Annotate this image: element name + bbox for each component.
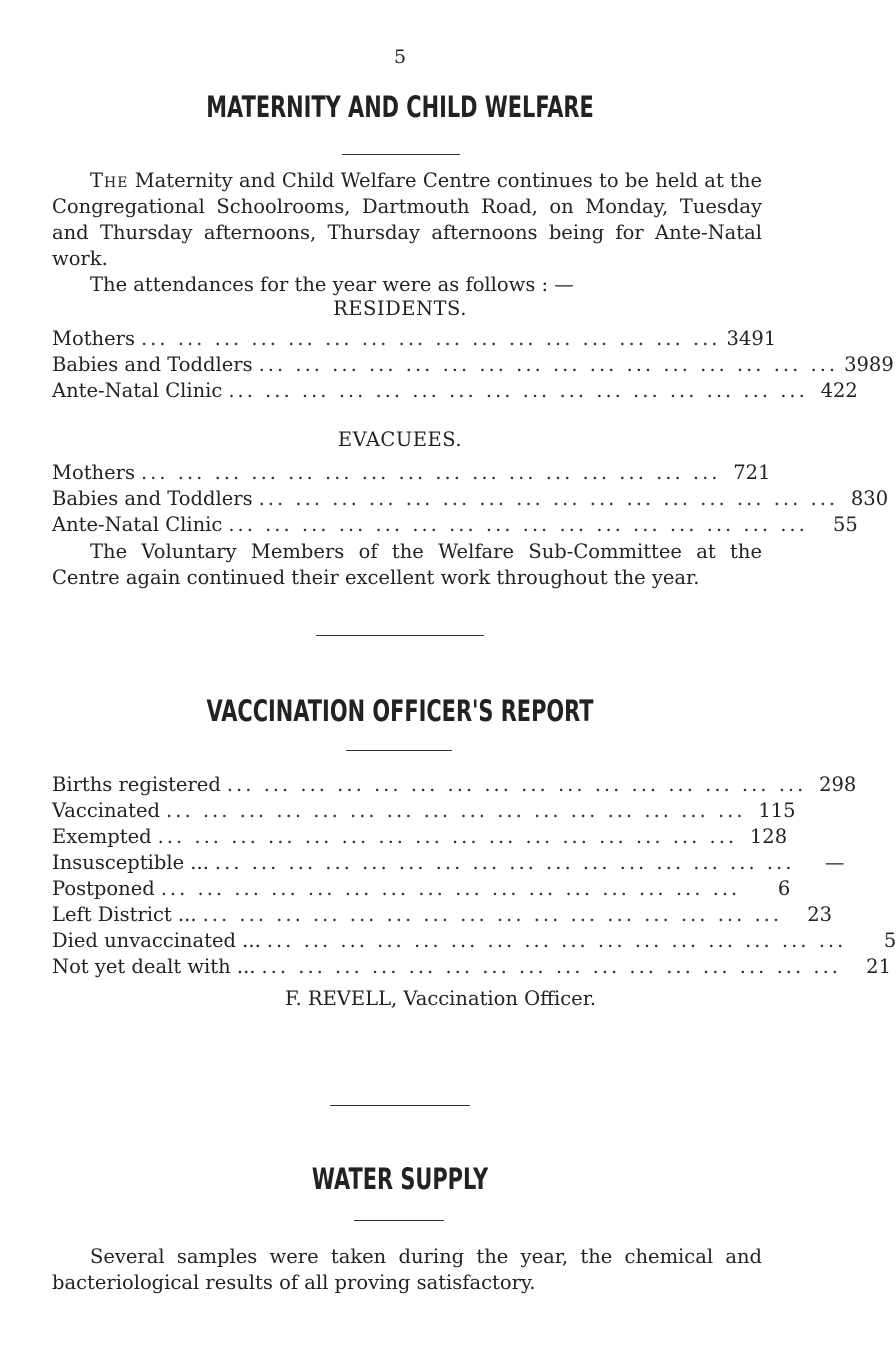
leader-dots: ... ... ... ... ... ... ... ... ... ... ... ... ... ... ... ... [166,799,746,822]
evacuees-row-antenatal [52,513,858,539]
row-label: Exempted [52,825,152,848]
divider [354,1220,444,1221]
row-value: 830 [850,487,889,510]
section-divider [330,1105,470,1106]
water-heading: WATER SUPPLY [311,1162,489,1196]
section-divider [316,635,484,636]
row-label: Babies and Toddlers [52,353,253,376]
divider [346,750,452,751]
residents-row-babies [52,353,894,379]
leader-dots: ... ... ... ... ... ... ... ... ... ... ... ... ... ... ... ... [214,851,795,874]
vaccination-signature: F. REVELL, Vaccination Officer. [285,987,597,1010]
vacc-row-postponed [52,877,791,903]
row-value: — [824,851,845,874]
attendances-line: The attendances for the year were as follows : — [90,273,574,296]
row-label: Insusceptible ... [52,851,209,874]
row-value: 721 [733,461,771,484]
row-label: Mothers [52,461,135,484]
page-number: 5 [393,46,407,68]
leader-dots: ... ... ... ... ... ... ... ... ... ... ... ... ... ... ... ... [258,487,839,510]
intro-lead: The [90,169,129,192]
row-value: 23 [807,903,833,926]
intro-text: Maternity and Child Welfare Centre continues to be held at the Congregational Schoolrooms, Dartmouth Road, on Monday, Tuesday and Thursday afternoons, Thursday afternoons being for Ante-Natal work. [52,169,762,270]
vacc-row-exempted [52,825,788,851]
row-value: 128 [749,825,788,848]
vacc-row-left-district [52,903,833,929]
vacc-row-insusceptible [52,851,845,877]
leader-dots: ... ... ... ... ... ... ... ... ... ... ... ... ... ... ... ... [140,327,721,350]
maternity-heading: MATERNITY AND CHILD WELFARE [206,90,594,124]
evacuees-row-mothers [52,461,771,487]
leader-dots: ... ... ... ... ... ... ... ... ... ... ... ... ... ... ... ... [157,825,738,848]
evacuees-heading: EVACUEES. [337,428,463,451]
row-value: 3491 [726,327,777,350]
leader-dots: ... ... ... ... ... ... ... ... ... ... ... ... ... ... ... ... [258,353,839,376]
row-label: Postponed [52,877,155,900]
evacuees-row-babies [52,487,889,513]
row-value: 298 [819,773,857,796]
leader-dots: ... ... ... ... ... ... ... ... ... ... ... ... ... ... ... ... [140,461,721,484]
maternity-closing: The Voluntary Members of the Welfare Sub-Committee at the Centre again continued their excellent work throughout the year. [52,540,762,589]
row-label: Mothers [52,327,135,350]
residents-row-antenatal [52,379,858,405]
leader-dots: ... ... ... ... ... ... ... ... ... ... ... ... ... ... ... ... [228,513,808,536]
leader-dots: ... ... ... ... ... ... ... ... ... ... ... ... ... ... ... ... [202,903,783,926]
vacc-row-births [52,773,857,799]
row-value: 21 [866,955,891,978]
residents-heading: RESIDENTS. [333,297,467,320]
row-label: Died unvaccinated ... [52,929,261,952]
row-value: 115 [758,799,796,822]
row-label: Babies and Toddlers [52,487,253,510]
vacc-row-vaccinated [52,799,796,825]
leader-dots: ... ... ... ... ... ... ... ... ... ... ... ... ... ... ... ... [261,955,841,978]
row-value: 3989 [844,353,894,376]
row-label: Not yet dealt with ... [52,955,256,978]
vacc-row-not-dealt [52,955,891,981]
row-value: 6 [777,877,791,900]
residents-row-mothers [52,327,777,353]
row-value: 422 [820,379,858,402]
row-value: 55 [833,513,858,536]
vaccination-heading: VACCINATION OFFICER'S REPORT [206,694,594,728]
row-label: Vaccinated [52,799,161,822]
leader-dots: ... ... ... ... ... ... ... ... ... ... ... ... ... ... ... ... [226,773,807,796]
vacc-row-died [52,929,896,955]
maternity-intro [52,168,762,272]
leader-dots: ... ... ... ... ... ... ... ... ... ... ... ... ... ... ... ... [160,877,741,900]
row-label: Births registered [52,773,221,796]
row-label: Ante-Natal Clinic [52,513,223,536]
row-label: Ante-Natal Clinic [52,379,223,402]
leader-dots: ... ... ... ... ... ... ... ... ... ... ... ... ... ... ... ... [266,929,847,952]
row-label: Left District ... [52,903,197,926]
divider [342,154,460,155]
leader-dots: ... ... ... ... ... ... ... ... ... ... ... ... ... ... ... ... [228,379,808,402]
water-text: Several samples were taken during the year, the chemical and bacteriological results of all proving satisfactory. [52,1245,762,1294]
row-value: 5 [883,929,896,952]
